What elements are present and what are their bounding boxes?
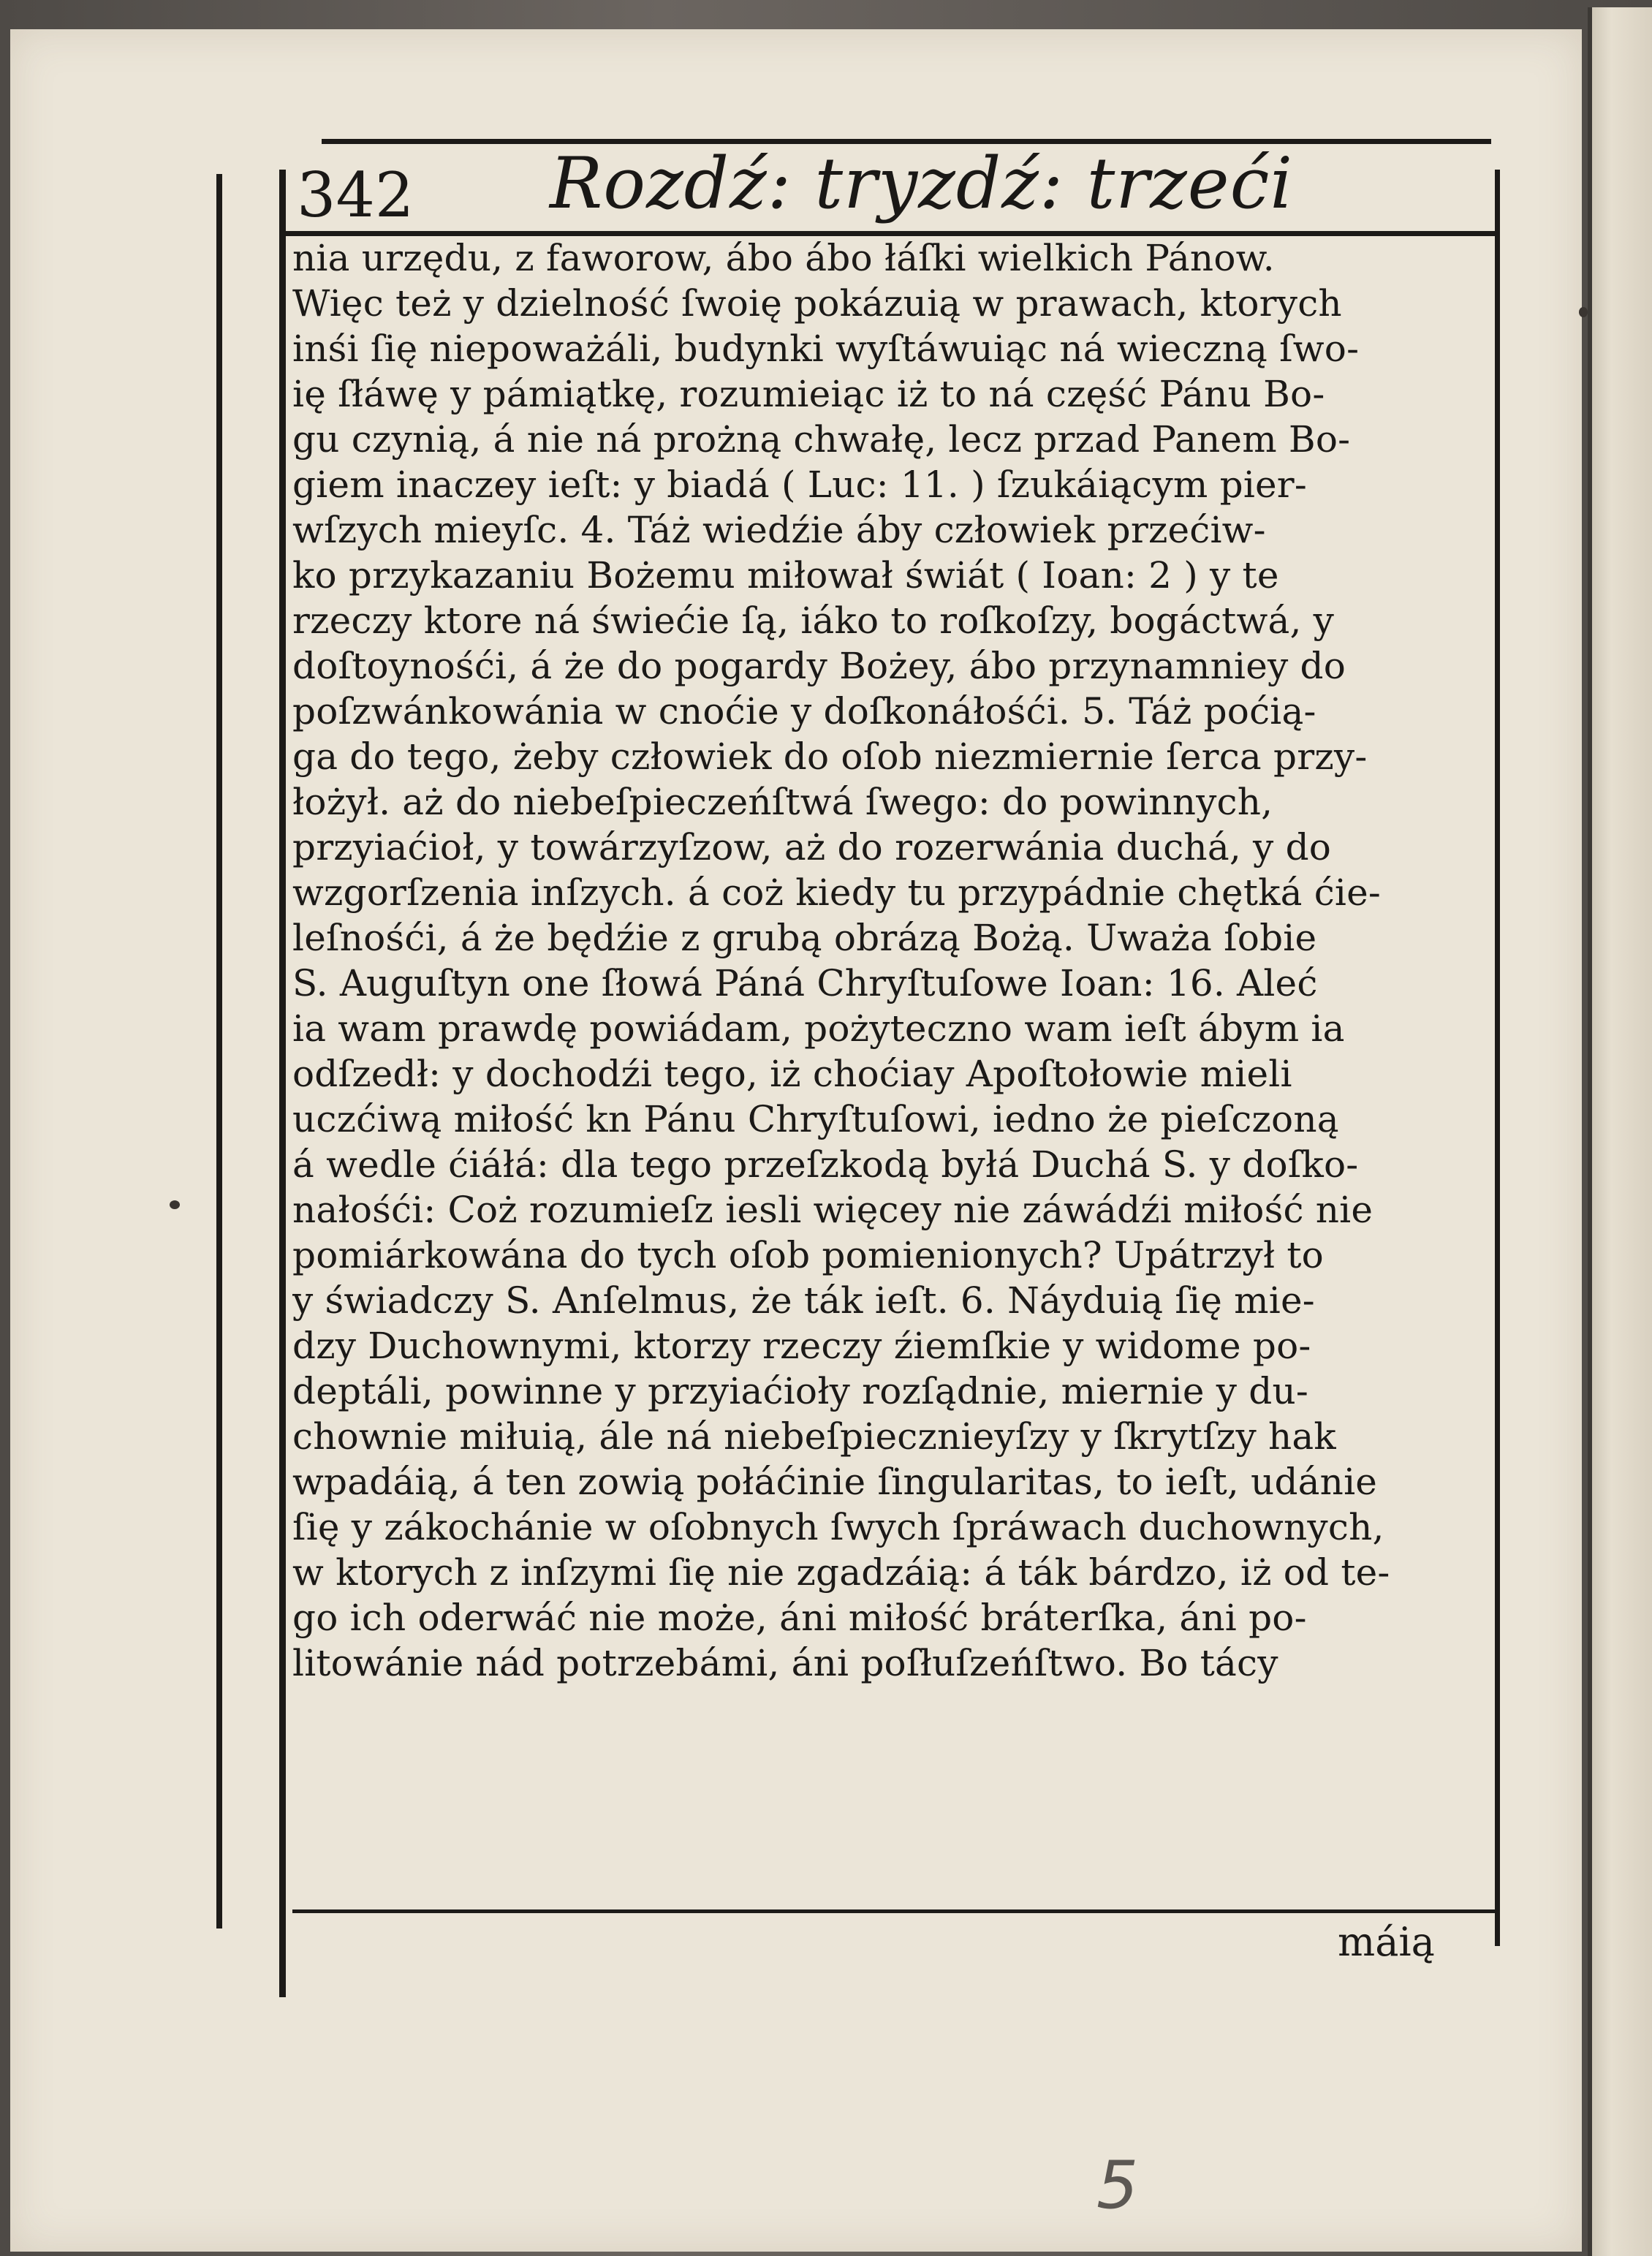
text-line: ga do tego, żeby człowiek do oſob niezmiernie ſerca przy- [292, 735, 1368, 778]
text-line: pomiárkowána do tych oſob pomienionych? Upátrzył to [292, 1234, 1324, 1276]
text-line: uczćiwą miłość kn Pánu Chryſtuſowi, iedno że pieſczoną [292, 1098, 1339, 1140]
frame-left-rule [279, 170, 286, 1997]
body-text [292, 235, 1496, 1917]
running-head: Rozdź: tryzdź: trzeći [550, 143, 1294, 224]
catchword: máią [1338, 1919, 1435, 1965]
text-line: nałośći: Coż rozumieſz iesli więcey nie záwádźi miłość nie [292, 1189, 1373, 1231]
text-line: odſzedł: y dochodźi tego, iż choćiay Apoſtołowie mieli [292, 1053, 1292, 1095]
page-header [279, 143, 1500, 236]
text-line: ko przykazaniu Bożemu miłował świát ( Ioan: 2 ) y te [292, 554, 1279, 597]
text-line: chownie miłuią, ále ná niebeſpiecznieyſzy y ſkrytſzy hak [292, 1415, 1336, 1458]
ink-speck [1579, 307, 1588, 317]
text-line: nia urzędu, z faworow, ábo ábo łáſki wielkich Pánow. [292, 237, 1275, 279]
text-line: Więc też y dzielność ſwoię pokázuią w prawach, ktorych [292, 282, 1342, 325]
text-line: poſzwánkowánia w cnoćie y doſkonáłośći. 5. Táż poćią- [292, 690, 1316, 733]
text-line: wſzych mieyſc. 4. Táż wiedźie áby człowiek przećiw- [292, 509, 1266, 551]
text-line: ſię y zákochánie w oſobnych ſwych ſpráwach duchownych, [292, 1506, 1384, 1548]
footer-rule [292, 1909, 1497, 1913]
page-number: 342 [297, 159, 414, 231]
text-line: litowánie nád potrzebámi, áni poſłuſzeńſtwo. Bo tácy [292, 1642, 1278, 1684]
text-line: przyiaćioł, y towárzyſzow, aż do rozerwánia duchá, y do [292, 826, 1332, 868]
text-line: go ich oderwáć nie może, áni miłość bráterſka, áni po- [292, 1597, 1307, 1639]
text-line: łożył. aż do niebeſpieczeńſtwá ſwego: do powinnych, [292, 781, 1273, 823]
text-line: gu czynią, á nie ná prożną chwałę, lecz przad Panem Bo- [292, 418, 1351, 461]
text-line: S. Auguſtyn one ſłowá Páná Chryſtuſowe Ioan: 16. Aleć [292, 962, 1318, 1004]
text-line: rzeczy ktore ná świećie ſą, iáko to roſkoſzy, bogáctwá, y [292, 599, 1335, 642]
text-line: á wedle ćiáłá: dla tego przeſzkodą byłá Duchá S. y doſko- [292, 1143, 1359, 1186]
text-line: inśi ſię niepoważáli, budynki wyſtáwuiąc ná wieczną ſwo- [292, 328, 1360, 370]
adjacent-page-edge [1588, 7, 1652, 2256]
text-line: wpadáią, á ten zowią połáćinie ſingularitas, to ieſt, udánie [292, 1461, 1378, 1503]
text-line: leſnośći, á że będźie z grubą obrázą Bożą. Uważa ſobie [292, 917, 1317, 959]
text-line: dzy Duchownymi, ktorzy rzeczy źiemſkie y widome po- [292, 1325, 1311, 1367]
text-line: doſtoynośći, á że do pogardy Bożey, ábo przynamniey do [292, 645, 1346, 687]
text-line: wzgorſzenia inſzych. á coż kiedy tu przypádnie chętká ćie- [292, 871, 1381, 914]
text-line: ię ſłáwę y pámiątkę, rozumieiąc iż to ná część Pánu Bo- [292, 373, 1325, 415]
pencil-mark: 5 [1096, 2147, 1139, 2224]
ink-speck [170, 1200, 180, 1209]
text-line: w ktorych z inſzymi ſię nie zgadzáią: á ták bárdzo, iż od te- [292, 1551, 1390, 1594]
text-line: y świadczy S. Anſelmus, że ták ieſt. 6. Náyduią ſię mie- [292, 1279, 1315, 1322]
text-line: deptáli, powinne y przyiaćioły rozſądnie, miernie y du- [292, 1370, 1309, 1412]
text-line: giem inaczey ieſt: y biadá ( Luc: 11. ) ſzukáiącym pier- [292, 463, 1308, 506]
text-line: ia wam prawdę powiádam, pożyteczno wam ieſt ábym ia [292, 1007, 1345, 1050]
outer-margin-rule [216, 174, 222, 1928]
frame-right-rule [1495, 170, 1500, 1946]
